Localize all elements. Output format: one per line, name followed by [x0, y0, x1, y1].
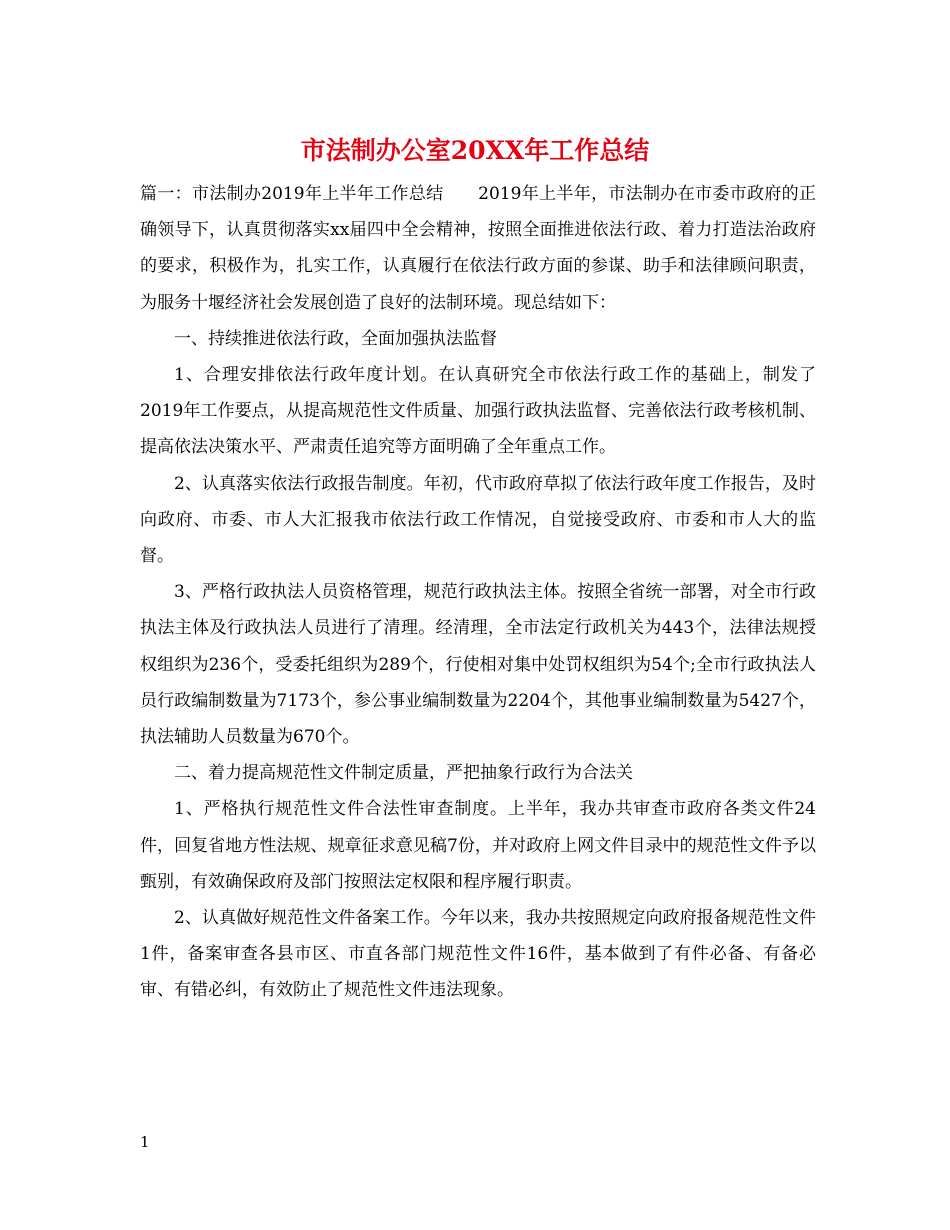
page-number: 1 [140, 1133, 150, 1151]
section-heading-2: 二、着力提高规范性文件制定质量，严把抽象行政行为合法关 [174, 763, 633, 784]
paragraph-intro: 篇一：市法制办2019年上半年工作总结 2019年上半年，市法制办在市委市政府的正确领导下，认真贯彻落实xx届四中全会精神，按照全面推进依法行政、着力打造法治政府的要求，积极作为，扎实工作，认真履行在依法行政方面的参谋、助手和法律顾问职责，为服务十堰经济社会发展创造了良好的法制环境。现总结如下： [140, 184, 816, 313]
paragraph-2-2: 2、认真做好规范性文件备案工作。今年以来，我办共按照规定向政府报备规范性文件1件，备案审查各县市区、市直各部门规范性文件16件，基本做到了有件必备、有备必审、有错必纠，有效防止了规范性文件违法现象。 [140, 908, 816, 1001]
paragraph-1-3: 3、严格行政执法人员资格管理，规范行政执法主体。按照全省统一部署，对全市行政执法主体及行政执法人员进行了清理。经清理，全市法定行政机关为443个，法律法规授权组织为236个，受委托组织为289个，行使相对集中处罚权组织为54个;全市行政执法人员行政编制数量为7173个，参公事业编制数量为2204个，其他事业编制数量为5427个，执法辅助人员数量为670个。 [140, 582, 816, 748]
paragraph-1-1: 1、合理安排依法行政年度计划。在认真研究全市依法行政工作的基础上，制发了2019年工作要点，从提高规范性文件质量、加强行政执法监督、完善依法行政考核机制、提高依法决策水平、严肃责任追究等方面明确了全年重点工作。 [140, 365, 816, 458]
section-heading-1: 一、持续推进依法行政，全面加强执法监督 [174, 328, 497, 349]
paragraph-2-1: 1、严格执行规范性文件合法性审查制度。上半年，我办共审查市政府各类文件24件，回复省地方性法规、规章征求意见稿7份，并对政府上网文件目录中的规范性文件予以甄别，有效确保政府及部门按照法定权限和程序履行职责。 [140, 799, 816, 892]
document-body [140, 176, 816, 1009]
document-title: 市法制办公室20XX年工作总结 [300, 136, 650, 165]
paragraph-1-2: 2、认真落实依法行政报告制度。年初，代市政府草拟了依法行政年度工作报告，及时向政府、市委、市人大汇报我市依法行政工作情况，自觉接受政府、市委和市人大的监督。 [140, 473, 816, 567]
